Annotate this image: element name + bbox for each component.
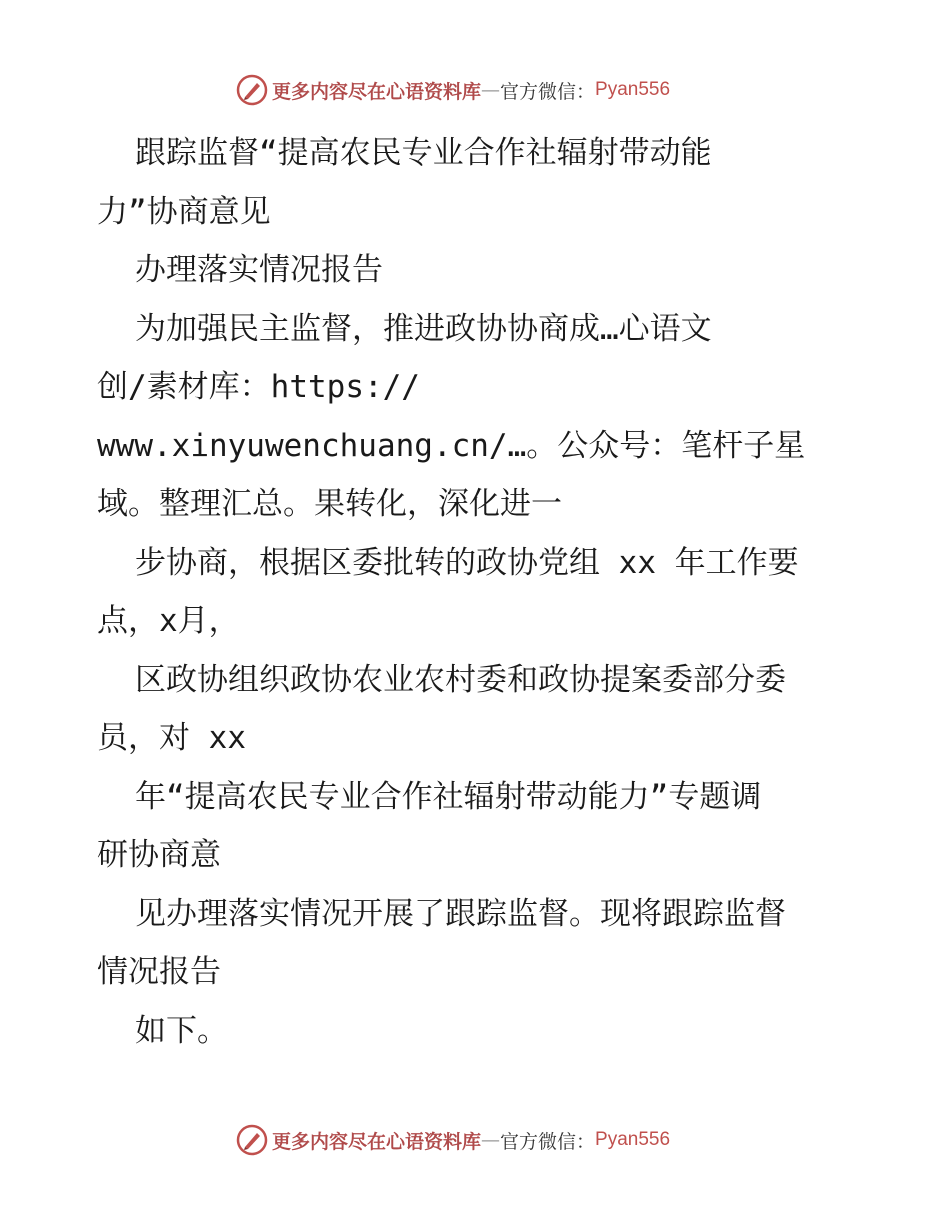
watermark-slogan: 更多内容尽在心语资料库 bbox=[272, 1130, 482, 1153]
text-line: 见办理落实情况开展了跟踪监督。现将跟踪监督 bbox=[135, 895, 786, 932]
text-line: 员，对 xx bbox=[97, 720, 246, 756]
text-line: 年“提高农民专业合作社辐射带动能力”专题调 bbox=[135, 778, 762, 815]
watermark-wechat-label: 官方微信： bbox=[500, 80, 596, 103]
watermark-slogan: 更多内容尽在心语资料库 bbox=[272, 80, 482, 103]
text-line: 办理落实情况报告 bbox=[135, 252, 383, 288]
header-watermark bbox=[236, 72, 716, 108]
text-line: 研协商意 bbox=[97, 837, 221, 873]
text-line: 域。整理汇总。果转化，深化进一 bbox=[97, 486, 562, 522]
watermark-wechat-id: Pyan556 bbox=[595, 1129, 671, 1150]
text-line: 步协商，根据区委批转的政协党组 xx 年工作要 bbox=[135, 544, 799, 581]
text-line: 创/素材库：https:// bbox=[97, 369, 420, 405]
text-line: 区政协组织政协农业农村委和政协提案委部分委 bbox=[135, 661, 786, 698]
footer-watermark bbox=[236, 1122, 716, 1158]
text-line: 跟踪监督“提高农民专业合作社辐射带动能 bbox=[135, 135, 712, 171]
watermark-separator: — bbox=[481, 79, 501, 101]
watermark-wechat-id: Pyan556 bbox=[595, 79, 671, 100]
text-line: 为加强民主监督，推进政协协商成…心语文 bbox=[135, 310, 712, 347]
watermark-wechat-label: 官方微信： bbox=[500, 1130, 596, 1153]
pen-logo-icon bbox=[236, 1124, 268, 1156]
text-line: 点，x月， bbox=[97, 603, 240, 639]
text-line: 力”协商意见 bbox=[97, 193, 271, 230]
text-line: 如下。 bbox=[135, 1012, 228, 1049]
text-line: www.xinyuwenchuang.cn/…。公众号：笔杆子星 bbox=[97, 427, 806, 464]
document-body bbox=[97, 124, 857, 1060]
text-line: 情况报告 bbox=[97, 954, 221, 990]
watermark-separator: — bbox=[481, 1129, 501, 1151]
pen-logo-icon bbox=[236, 74, 268, 106]
